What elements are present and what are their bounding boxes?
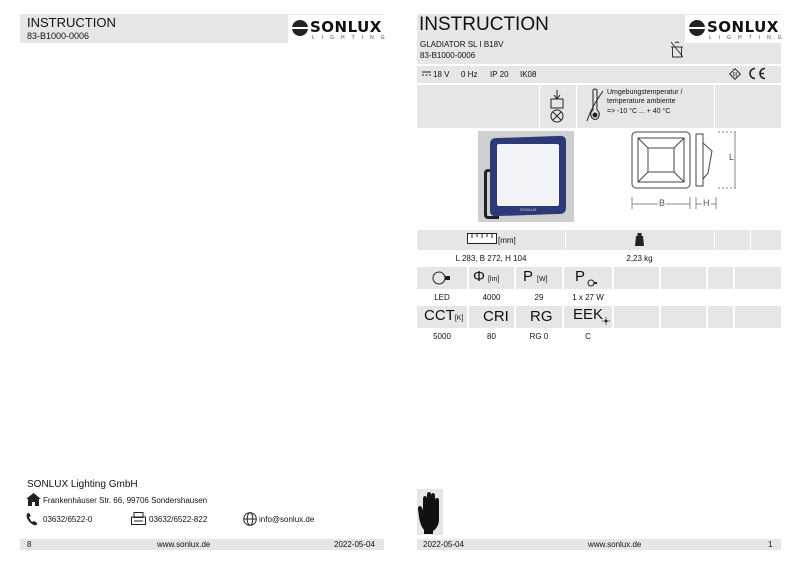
- cct-letters: CCT: [424, 307, 455, 324]
- company-fax: 03632/6522-822: [149, 515, 208, 524]
- left-header-title: INSTRUCTION: [27, 15, 116, 30]
- temperature-range: => -10 °C ... + 40 °C: [607, 108, 671, 115]
- flux-symbol: [473, 268, 499, 285]
- svg-text:III: III: [732, 72, 738, 79]
- dimensions-divider: [750, 230, 751, 250]
- home-icon: [26, 493, 41, 506]
- floodlight-lens: [497, 144, 559, 206]
- lamp-power-letter: P: [575, 268, 586, 285]
- rg-letters: RG: [530, 308, 553, 325]
- lamp-power-symbol: [575, 268, 585, 285]
- right-product-name: GLADIATOR SL I B18V: [420, 40, 504, 49]
- company-email[interactable]: info@sonlux.de: [259, 515, 315, 524]
- weight-icon: [635, 233, 644, 246]
- dimensions-divider: [714, 230, 715, 250]
- power-symbol: [523, 268, 548, 285]
- floodlight-brand: SONLUX: [520, 207, 537, 212]
- drawing-label-width: B: [659, 198, 666, 208]
- eek-letters: EEK: [573, 306, 604, 323]
- globe-icon: [243, 512, 257, 526]
- right-logo: [685, 15, 789, 43]
- spec-voltage: 18 V: [433, 70, 450, 79]
- symbols-divider: [714, 85, 715, 128]
- left-header-article-no: 83-B1000-0006: [27, 31, 90, 41]
- rg-value: RG 0: [529, 332, 549, 341]
- left-footer-page: 8: [27, 540, 32, 549]
- temperature-label-de: Umgebungstemperatur /: [607, 89, 683, 96]
- bulb-icon: [431, 271, 453, 285]
- left-footer-url[interactable]: www.sonlux.de: [157, 540, 211, 549]
- work-glove-icon: [418, 491, 442, 535]
- dimensions-value: L 283, B 272, H 104: [455, 254, 527, 263]
- dimensions-unit: [mm]: [498, 236, 516, 245]
- left-logo-sub: LIGHTING: [312, 35, 392, 41]
- empty-cell: [735, 267, 781, 289]
- power-value: 29: [534, 293, 544, 302]
- right-logo-sub: LIGHTING: [709, 35, 789, 41]
- cct-value: 5000: [433, 332, 451, 341]
- empty-cell: [614, 267, 659, 289]
- ce-mark-icon: [747, 67, 767, 80]
- flux-value: 4000: [482, 293, 501, 302]
- company-phone: 03632/6522-0: [43, 515, 93, 524]
- dc-current-icon: [422, 71, 431, 77]
- source-value: LED: [434, 293, 450, 302]
- company-name: SONLUX Lighting GmbH: [27, 479, 138, 490]
- empty-cell: [708, 267, 733, 289]
- drawing-label-height: H: [703, 198, 710, 208]
- sonlux-logo-icon: [688, 19, 706, 37]
- cri-value: 80: [487, 332, 496, 341]
- weight-value: 2,23 kg: [626, 254, 653, 263]
- product-photo: [478, 131, 574, 222]
- power-letter: P: [523, 268, 534, 285]
- small-bulb-icon: [587, 279, 599, 287]
- left-footer-date: 2022-05-04: [334, 540, 375, 549]
- right-footer-date: 2022-05-04: [423, 540, 464, 549]
- flux-letter: Φ: [473, 268, 485, 285]
- power-unit: [W]: [537, 276, 548, 283]
- right-footer-page: 1: [768, 540, 773, 549]
- right-footer-url[interactable]: www.sonlux.de: [588, 540, 642, 549]
- recycle-bin-icon: [671, 41, 683, 58]
- left-logo-word: SONLUX: [310, 18, 382, 36]
- left-logo: [288, 15, 392, 43]
- company-address: Frankenhäuser Str. 66, 99706 Sondershausen: [43, 496, 208, 505]
- sun-icon: [602, 317, 610, 325]
- flux-unit: [lm]: [487, 276, 500, 283]
- symbols-divider: [539, 85, 540, 128]
- right-logo-word: SONLUX: [707, 18, 779, 36]
- cri-symbol: CRI: [483, 308, 509, 325]
- right-header-title: INSTRUCTION: [419, 14, 549, 35]
- symbols-divider: [576, 85, 577, 128]
- thermometer-icon: [585, 88, 605, 122]
- fax-icon: [131, 512, 146, 525]
- cct-symbol: [424, 307, 463, 324]
- ruler-icon: [467, 233, 497, 244]
- empty-cell: [661, 267, 706, 289]
- spec-ik: IK08: [520, 70, 537, 79]
- empty-cell: [708, 306, 733, 328]
- technical-drawing: [628, 129, 744, 215]
- temperature-label-fr: temperature ambiente: [607, 98, 676, 105]
- cct-unit: [K]: [454, 315, 464, 322]
- spec-ip: IP 20: [490, 70, 509, 79]
- rg-symbol: [530, 308, 553, 325]
- empty-cell: [614, 306, 659, 328]
- protection-class-3-icon: [729, 68, 741, 80]
- drawing-label-length: L: [729, 152, 735, 162]
- dimensions-divider: [565, 230, 566, 250]
- surface-mount-lamp-icon: [547, 90, 567, 124]
- empty-cell: [735, 306, 781, 328]
- spec-frequency: 0 Hz: [461, 70, 478, 79]
- empty-cell: [661, 306, 706, 328]
- right-article-no: 83-B1000-0006: [420, 51, 476, 60]
- phone-icon: [26, 512, 38, 526]
- sonlux-logo-icon: [291, 19, 309, 37]
- eek-symbol: [573, 306, 603, 323]
- lamp-power-value: 1 x 27 W: [572, 293, 604, 302]
- eek-value: C: [585, 332, 591, 341]
